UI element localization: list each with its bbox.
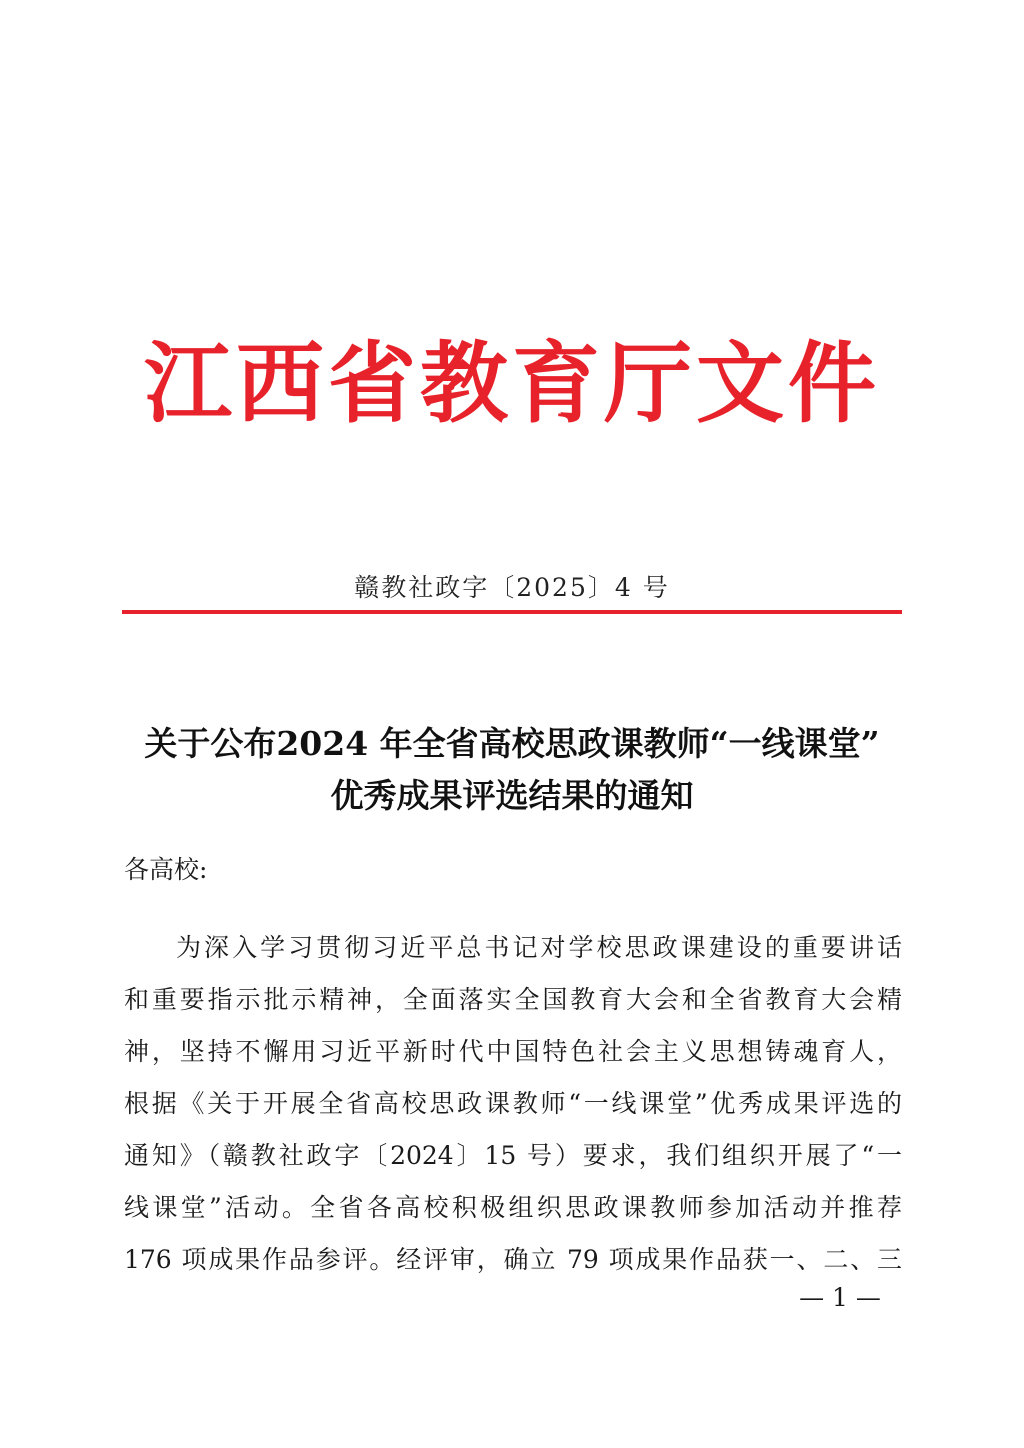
document-number: 赣教社政字〔2025〕4 号	[354, 573, 670, 602]
body-paragraph	[124, 922, 902, 1286]
document-title	[100, 718, 924, 822]
body-line-7: 176 项成果作品参评。经评审，确立 79 项成果作品获一、二、三	[124, 1245, 902, 1274]
document-title-line-1: 关于公布2024 年全省高校思政课教师“一线课堂”	[144, 724, 880, 763]
red-separator-rule	[122, 610, 902, 614]
body-line-3: 神，坚持不懈用习近平新时代中国特色社会主义思想铸魂育人，	[124, 1037, 902, 1066]
body-line-1: 为深入学习贯彻习近平总书记对学校思政课建设的重要讲话	[176, 933, 902, 962]
document-masthead: 江西省教育厅文件	[143, 331, 880, 435]
body-line-6: 线课堂”活动。全省各高校积极组织思政课教师参加活动并推荐	[124, 1193, 902, 1222]
document-title-line-2: 优秀成果评选结果的通知	[330, 776, 694, 815]
page-number: — 1 —	[799, 1283, 881, 1312]
body-line-5: 通知》（赣教社政字〔2024〕15 号）要求，我们组织开展了“一	[124, 1141, 902, 1170]
body-line-2: 和重要指示批示精神，全面落实全国教育大会和全省教育大会精	[124, 985, 902, 1014]
salutation: 各高校:	[124, 855, 208, 884]
body-line-4: 根据《关于开展全省高校思政课教师“一线课堂”优秀成果评选的	[124, 1089, 902, 1118]
